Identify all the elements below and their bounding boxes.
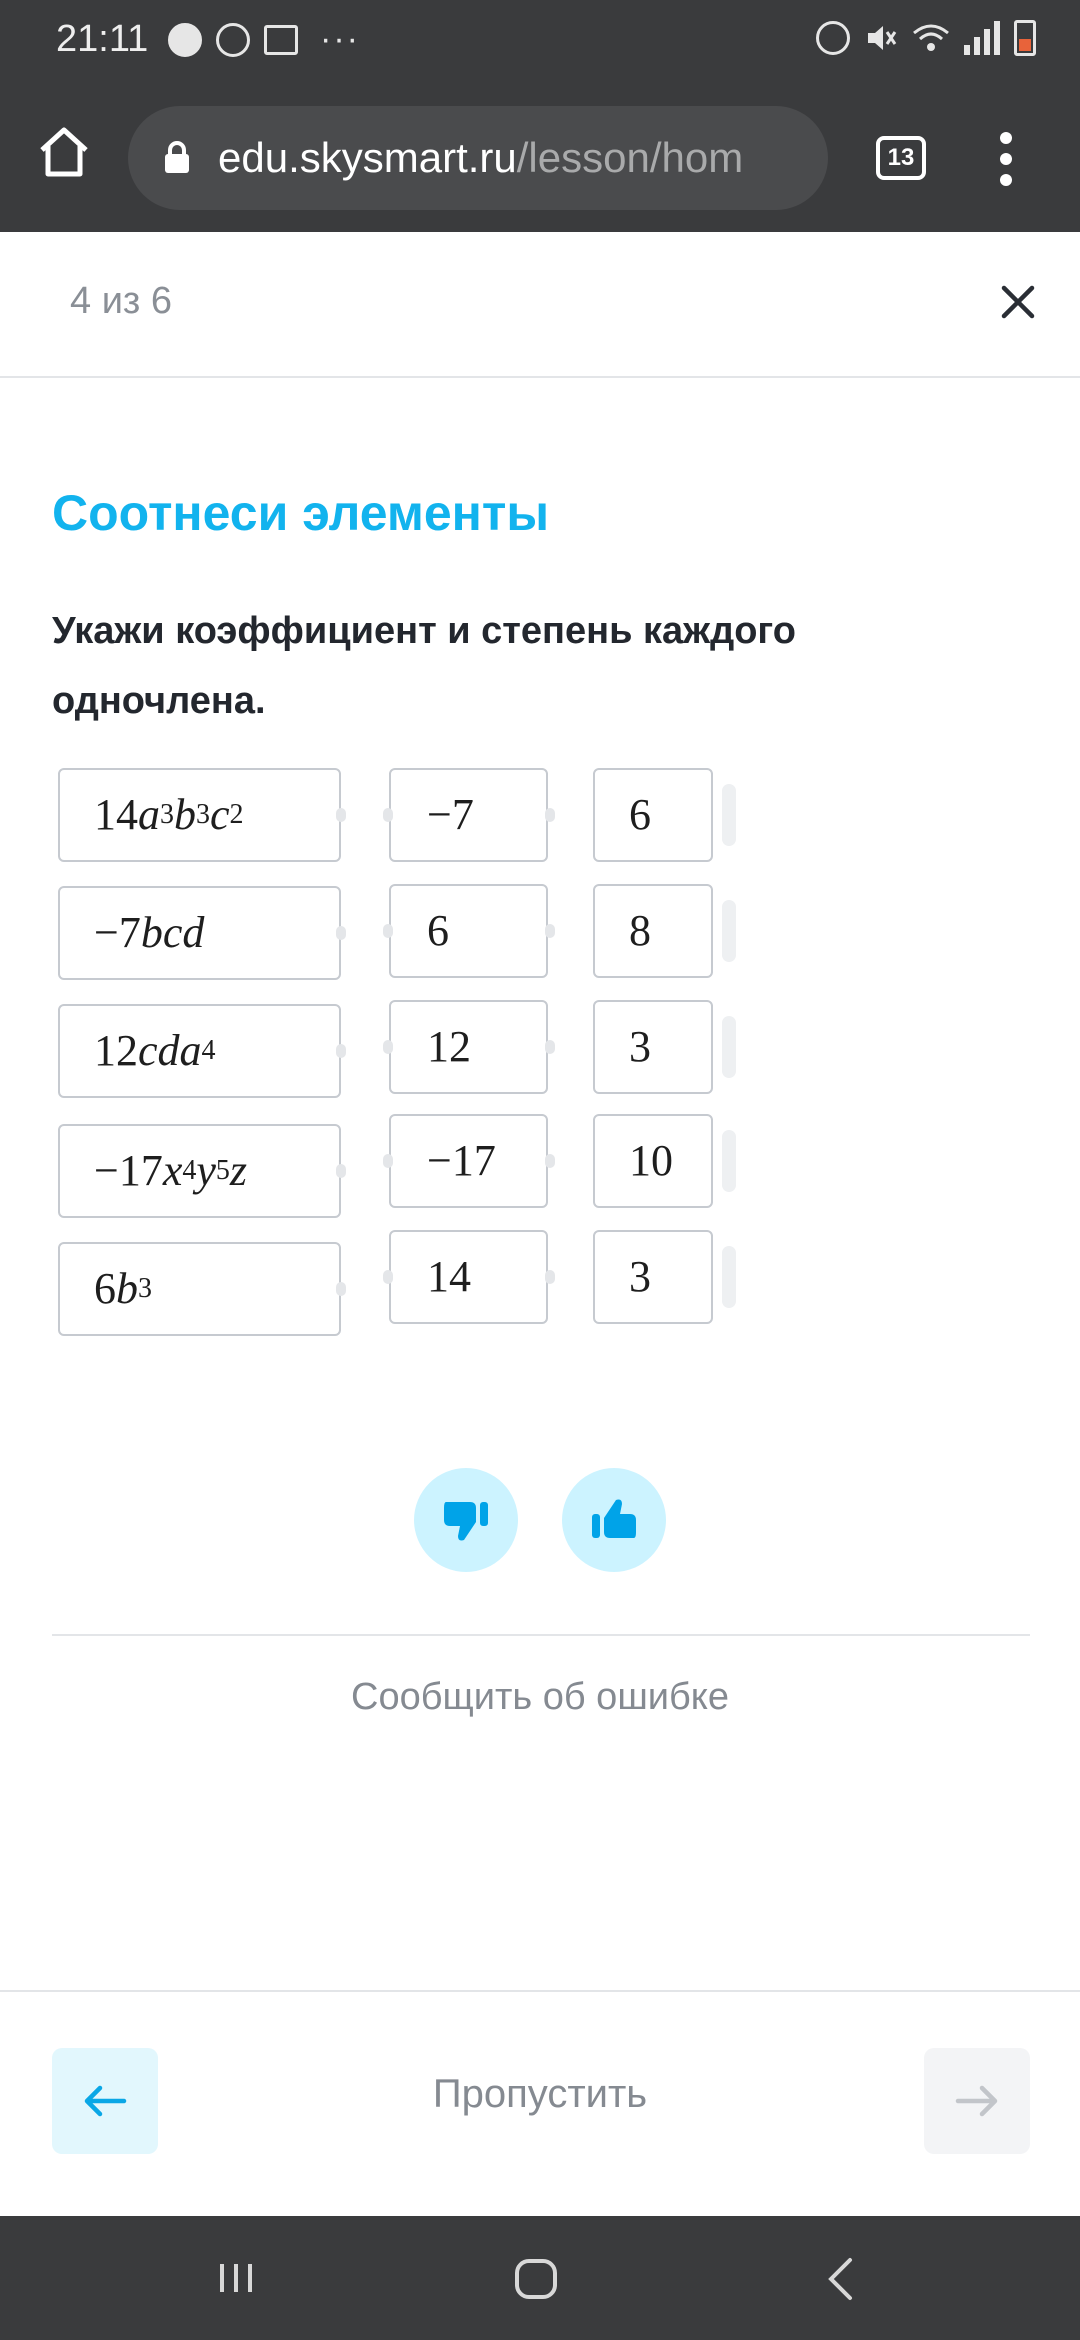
monomial-coefficient: −17 [94,1146,163,1195]
connector-dot [383,1040,393,1054]
monomial-card[interactable] [58,886,341,980]
system-back-icon[interactable] [826,2256,854,2302]
monomial-variable: c [210,790,230,839]
connector-dot [336,1044,346,1058]
monomial-variable: z [229,1146,248,1195]
notification-icons [168,20,360,59]
connector-dot [545,1040,555,1054]
coefficient-card[interactable]: −17 [389,1114,548,1208]
more-notifications-icon: ··· [320,20,360,58]
degree-card[interactable]: 8 [593,884,713,978]
monomial-variable: bcd [140,908,205,957]
browser-menu-icon[interactable] [996,132,1016,186]
connector-dot [383,808,393,822]
monomial-exponent: 4 [182,1155,197,1186]
connector-dot [336,926,346,940]
degree-card[interactable]: 3 [593,1230,713,1324]
drag-handle[interactable] [722,1130,736,1192]
connector-dot [336,808,346,822]
degree-card[interactable]: 10 [593,1114,713,1208]
drag-handle[interactable] [722,1246,736,1308]
system-home-icon[interactable] [514,2258,558,2300]
browser-toolbar [0,80,1080,232]
next-button[interactable] [924,2048,1030,2154]
drag-handle[interactable] [722,784,736,846]
monomial-variable: cda [138,1026,202,1075]
like-button[interactable] [562,1468,666,1572]
address-bar[interactable] [128,106,828,210]
monomial-coefficient: 14 [94,790,138,839]
degree-card[interactable]: 3 [593,1000,713,1094]
thumbs-up-icon [588,1494,640,1546]
monomial-exponent: 3 [160,799,174,830]
pinterest-icon [168,23,202,57]
alarm-icon [816,21,850,55]
connector-dot [545,924,555,938]
tab-switcher-button[interactable]: 13 [876,136,926,180]
degree-card[interactable]: 6 [593,768,713,862]
sync-icon [216,23,250,57]
close-icon[interactable] [996,280,1040,324]
connector-dot [545,1270,555,1284]
gallery-icon [264,25,298,55]
skip-button[interactable]: Пропустить [432,2072,648,2116]
system-navigation-bar [0,2216,1080,2340]
drag-handle[interactable] [722,900,736,962]
monomial-coefficient: 12 [94,1026,138,1075]
monomial-exponent: 3 [138,1273,152,1304]
coefficient-card[interactable]: 12 [389,1000,548,1094]
monomial-variable: b [116,1264,138,1313]
monomial-variable: x [162,1146,183,1195]
mute-icon [864,21,898,55]
task-instruction: Укажи коэффициент и степень каждого одночлена. [52,610,796,722]
task-title: Соотнеси элементы [52,485,550,541]
monomial-coefficient: 6 [94,1264,116,1313]
progress-counter: 4 из 6 [70,280,173,322]
coefficient-card[interactable]: 6 [389,884,548,978]
lock-icon [162,140,192,174]
connector-dot [545,1154,555,1168]
monomial-variable: y [196,1146,216,1195]
monomial-exponent: 3 [196,799,210,830]
system-status-icons [816,20,1036,56]
monomial-exponent: 5 [215,1155,230,1186]
connector-dot [336,1282,346,1296]
home-icon[interactable] [34,122,94,182]
url-text: edu.skysmart.ru/lesson/hom [218,134,744,181]
arrow-right-icon [952,2076,1002,2126]
footer-divider [0,1990,1080,1992]
connector-dot [545,808,555,822]
monomial-exponent: 4 [201,1035,216,1066]
monomial-variable: b [174,790,196,839]
monomial-exponent: 2 [229,799,244,830]
connector-dot [383,924,393,938]
connector-dot [383,1154,393,1168]
signal-icon [964,21,1000,55]
lesson-header [0,232,1080,378]
report-error-link[interactable]: Сообщить об ошибке [351,1676,729,1718]
drag-handle[interactable] [722,1016,736,1078]
monomial-card[interactable] [58,768,341,862]
wifi-icon [912,21,950,55]
dislike-button[interactable] [414,1468,518,1572]
thumbs-down-icon [440,1494,492,1546]
recent-apps-icon[interactable] [216,2258,256,2298]
monomial-card[interactable] [58,1242,341,1336]
connector-dot [336,1164,346,1178]
status-bar [0,0,1080,80]
monomial-variable: a [138,790,160,839]
coefficient-card[interactable]: −7 [389,768,548,862]
coefficient-card[interactable]: 14 [389,1230,548,1324]
divider [52,1634,1030,1636]
monomial-card[interactable] [58,1004,341,1098]
monomial-coefficient: −7 [94,908,141,957]
connector-dot [383,1270,393,1284]
status-time: 21:11 [56,18,149,60]
battery-icon [1014,20,1036,56]
monomial-card[interactable] [58,1124,341,1218]
